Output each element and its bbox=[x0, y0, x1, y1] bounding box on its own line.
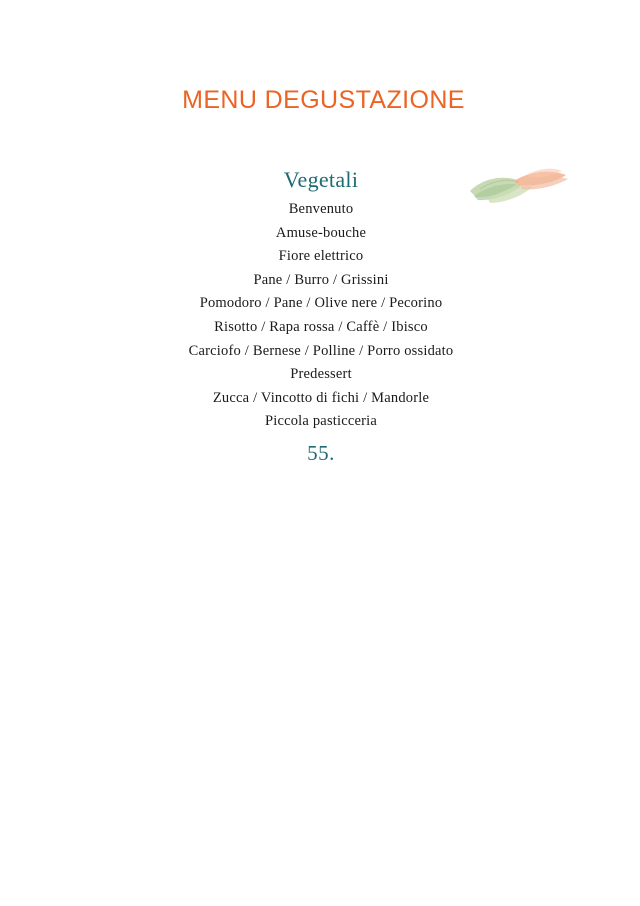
list-item: Carciofo / Bernese / Polline / Porro ossidato bbox=[188, 342, 454, 359]
list-item: Amuse-bouche bbox=[275, 224, 367, 241]
list-item: Risotto / Rapa rossa / Caffè / Ibisco bbox=[214, 318, 428, 335]
menu-price: 55. bbox=[307, 440, 335, 465]
menu-section-heading: Vegetali bbox=[283, 167, 359, 192]
list-item: Pomodoro / Pane / Olive nere / Pecorino bbox=[199, 295, 443, 312]
course-list bbox=[2, 198, 640, 434]
page-title: MENU DEGUSTAZIONE bbox=[182, 86, 465, 114]
list-item: Predessert bbox=[290, 366, 352, 383]
tasting-menu-block bbox=[0, 165, 640, 470]
list-item: Zucca / Vincotto di fichi / Mandorle bbox=[212, 389, 430, 406]
list-item: Fiore elettrico bbox=[278, 248, 364, 265]
list-item: Benvenuto bbox=[288, 201, 354, 217]
list-item: Piccola pasticceria bbox=[264, 413, 378, 430]
list-item: Pane / Burro / Grissini bbox=[253, 271, 389, 288]
